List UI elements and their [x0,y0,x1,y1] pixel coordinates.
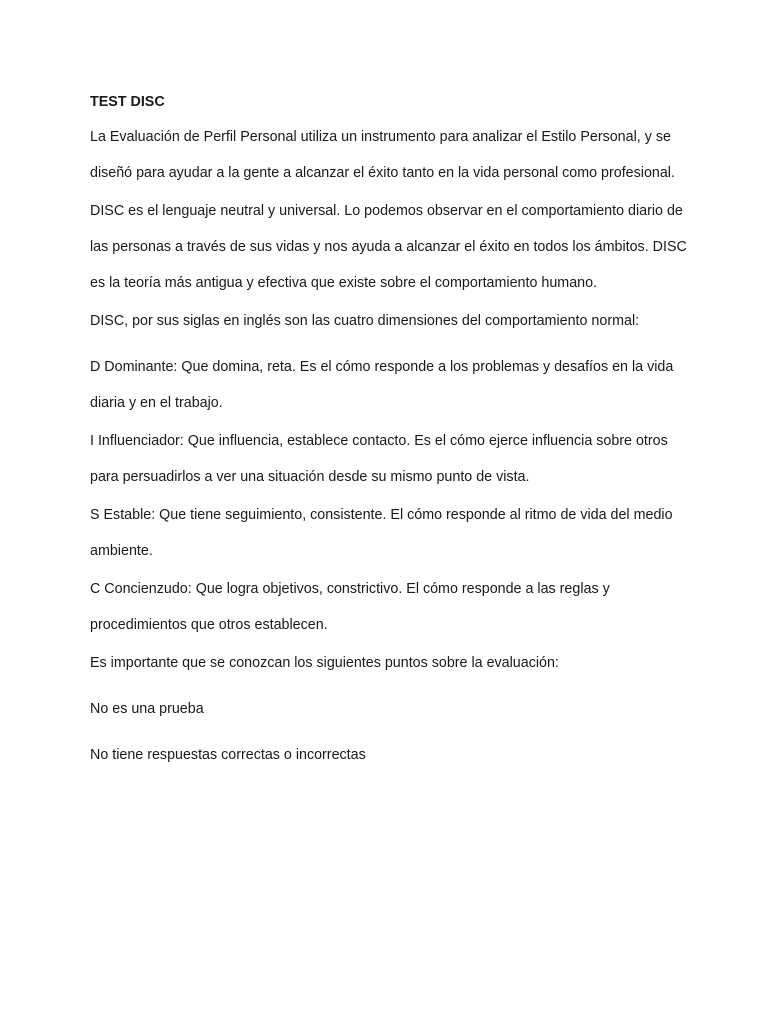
paragraph-dominante: D Dominante: Que domina, reta. Es el cómo responde a los problemas y desafíos en la vida diaria y en el trabajo. [90,359,674,411]
paragraph-disc-dimensions: DISC, por sus siglas en inglés son las cuatro dimensiones del comportamiento normal: [90,313,640,329]
paragraph-important-points: Es importante que se conozcan los siguientes puntos sobre la evaluación: [90,655,559,671]
paragraph-estable: S Estable: Que tiene seguimiento, consistente. El cómo responde al ritmo de vida del medio ambiente. [90,507,673,559]
paragraph-intro: La Evaluación de Perfil Personal utiliza un instrumento para analizar el Estilo Personal, y se diseñó para ayudar a la gente a alcanzar el éxito tanto en la vida personal como profesional. [90,129,675,181]
paragraph-no-right-answers: No tiene respuestas correctas o incorrectas [90,747,366,763]
document-title: TEST DISC [90,94,165,110]
paragraph-not-a-test: No es una prueba [90,701,204,717]
paragraph-disc-language: DISC es el lenguaje neutral y universal. Lo podemos observar en el comportamiento diario de las personas a través de sus vidas y nos ayuda a alcanzar el éxito en todos los ámbitos. DISC es la teoría más antigua y efectiva que existe sobre el comportamiento humano. [90,203,687,291]
paragraph-influenciador: I Influenciador: Que influencia, establece contacto. Es el cómo ejerce influencia sobre otros para persuadirlos a ver una situación desde su mismo punto de vista. [90,433,668,485]
document-content [90,92,690,791]
paragraph-concienzudo: C Concienzudo: Que logra objetivos, constrictivo. El cómo responde a las reglas y procedimientos que otros establecen. [90,581,610,633]
